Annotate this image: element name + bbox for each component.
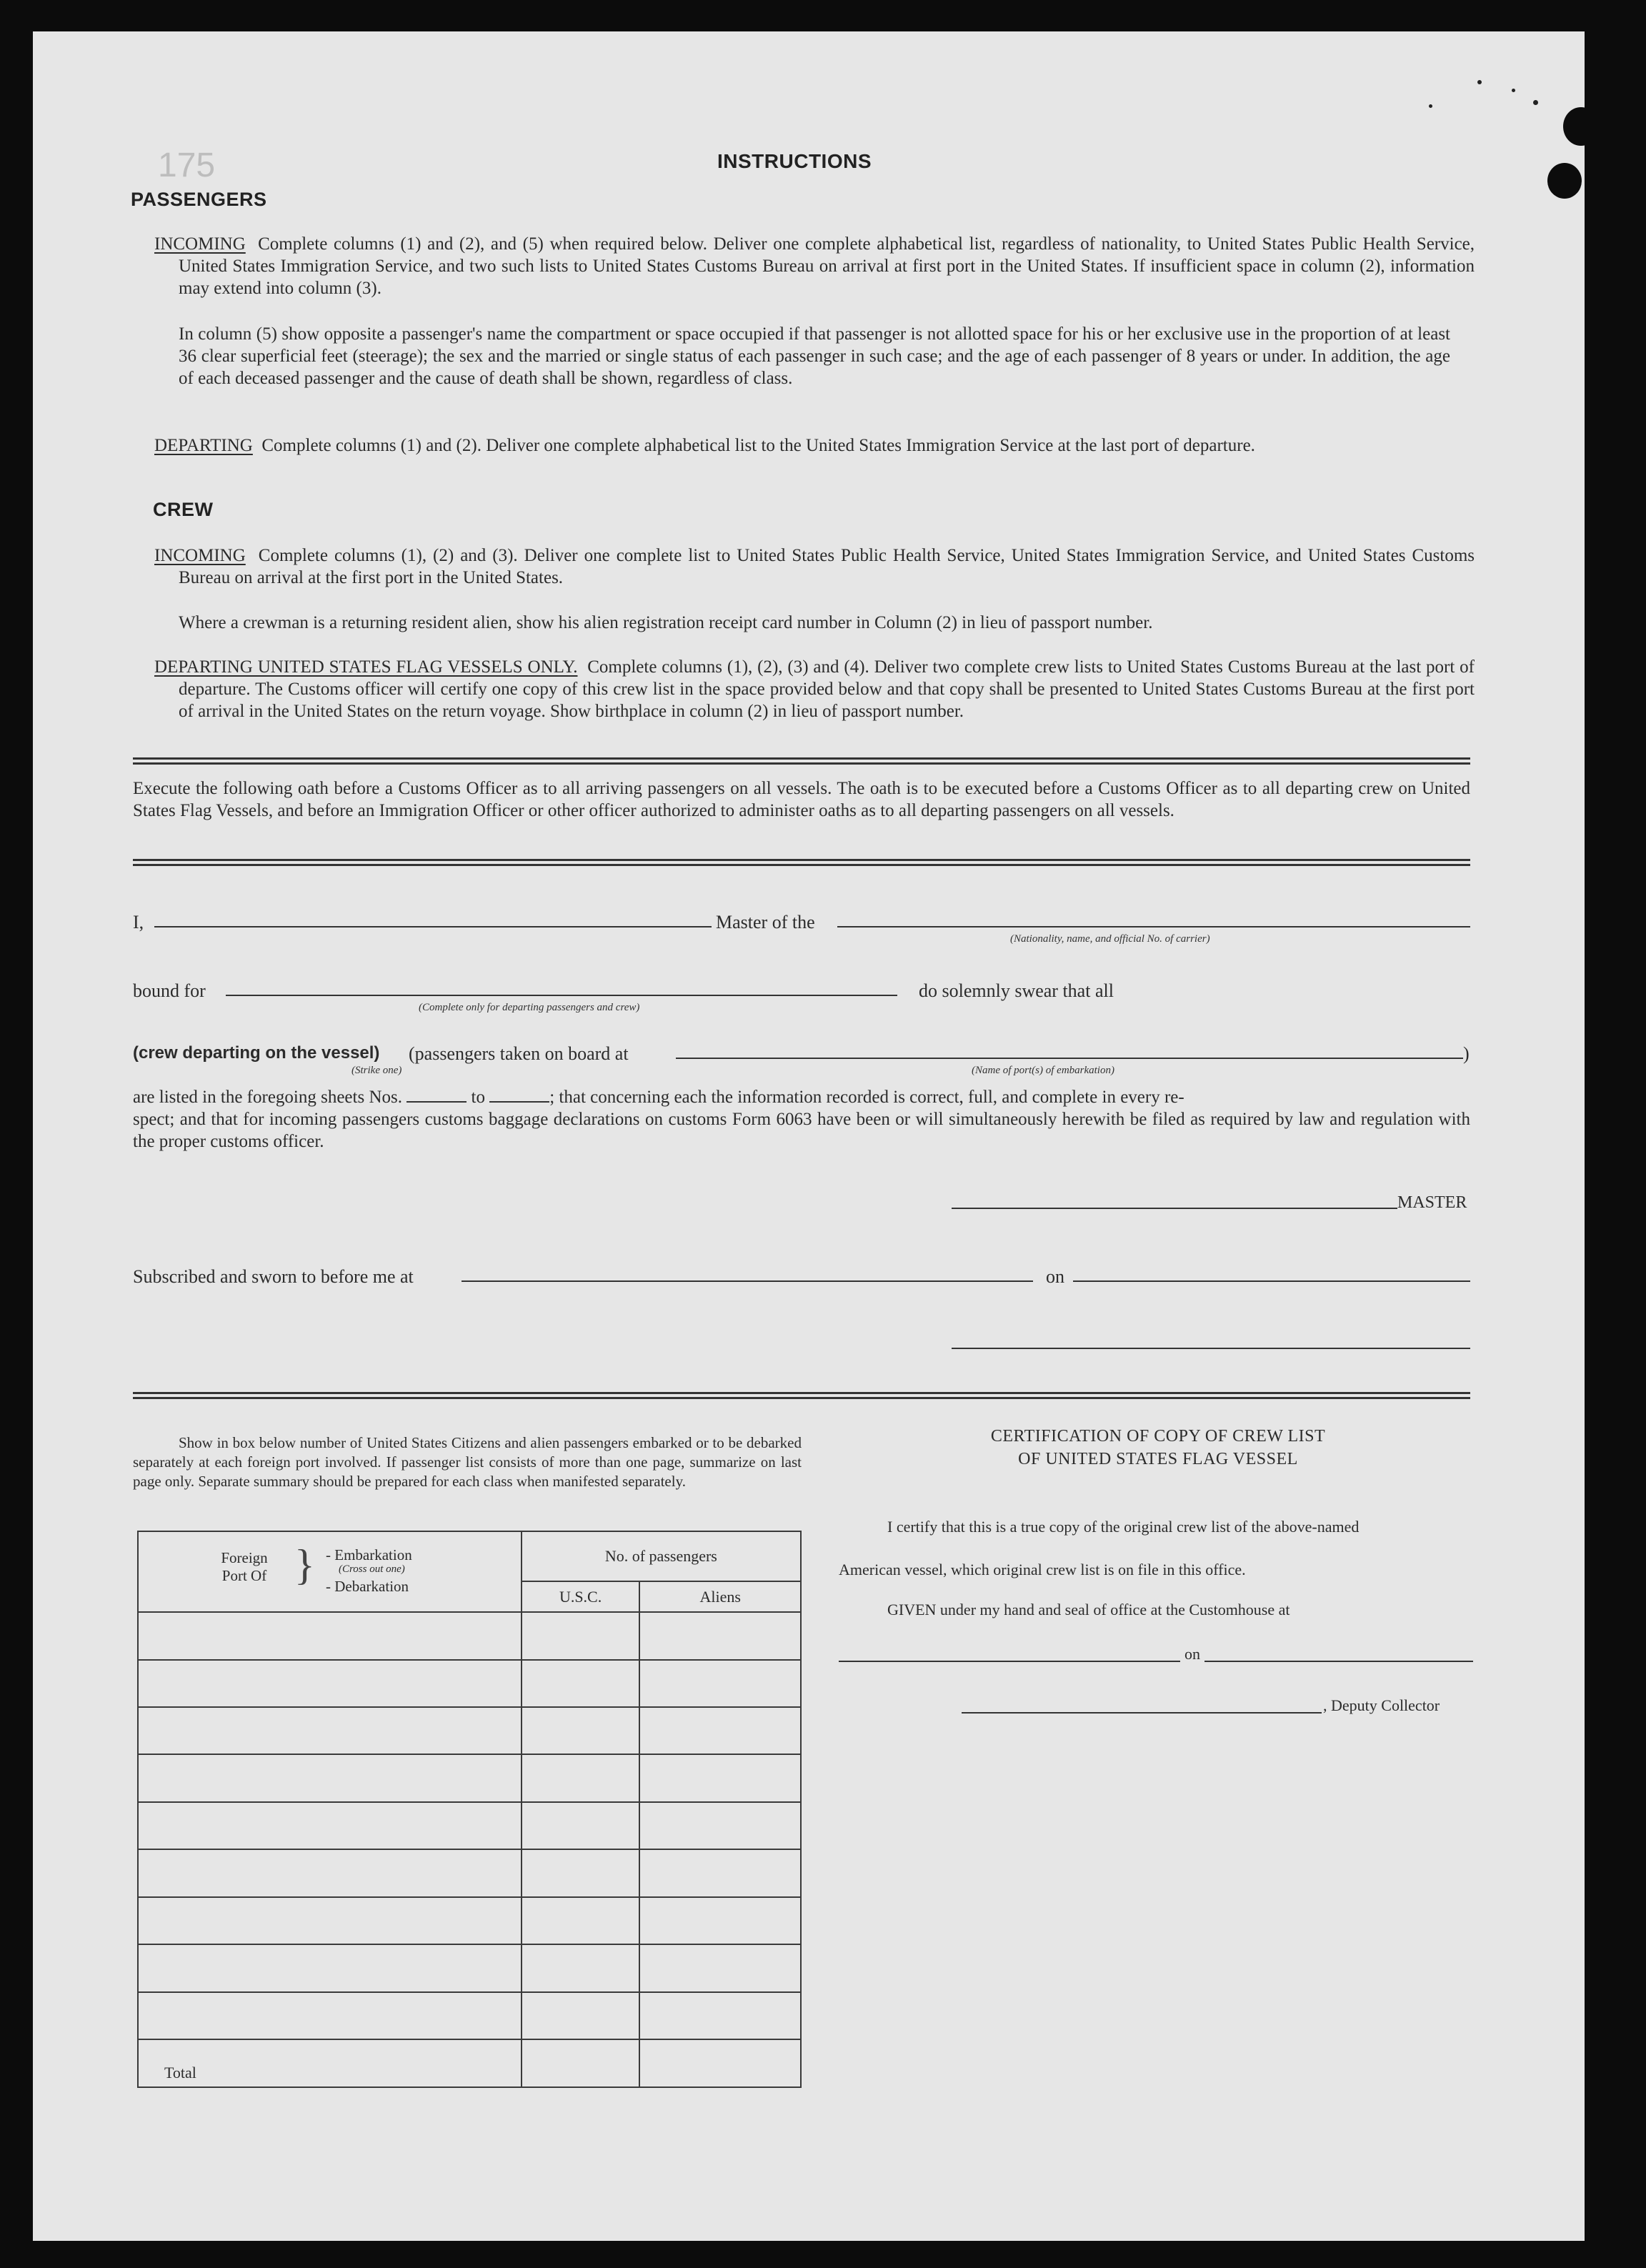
master-name-field[interactable] — [154, 926, 712, 927]
carrier-field[interactable] — [837, 926, 1470, 927]
table-row[interactable] — [138, 1849, 522, 1896]
usc-header: U.S.C. — [522, 1581, 640, 1612]
crew-departing-text: Complete columns (1), (2), (3) and (4). Deliver two complete crew lists to United States Customs Bureau at the last port of departure. The Customs officer will certify one copy of this crew list in the space provided below and that copy shall be presented to United States Customs Bureau at the first port of arrival in the United States on the return voyage. Show birthplace in column (2) in lieu of passport number. — [179, 657, 1475, 721]
no-of-passengers-header: No. of passengers — [522, 1531, 801, 1581]
speck — [1512, 89, 1515, 92]
table-row[interactable] — [138, 1992, 522, 2039]
crew-heading: CREW — [153, 499, 214, 520]
table-row[interactable] — [138, 1612, 522, 1659]
deputy-signature-field[interactable] — [962, 1712, 1322, 1714]
subscribed-label: Subscribed and sworn to before me at — [133, 1266, 414, 1287]
oath-statement-rest: spect; and that for incoming passengers customs baggage declarations on customs Form 6063 have been or will simultaneously herewith be filed as required by law and regulation with the proper customs officer. — [133, 1110, 1470, 1151]
sheet-to-field[interactable] — [489, 1101, 549, 1103]
table-row[interactable] — [138, 1944, 522, 1991]
swear-text: do solemnly swear that all — [919, 980, 1114, 1001]
foreign-port-header — [138, 1531, 522, 1612]
debarkation-label[interactable]: - Debarkation — [326, 1577, 409, 1595]
certification-title-line1: CERTIFICATION OF COPY OF CREW LIST — [990, 1427, 1326, 1446]
punch-hole — [1547, 163, 1582, 199]
table-row[interactable] — [138, 1707, 522, 1754]
bound-for-field[interactable] — [226, 995, 897, 996]
embarkation-label[interactable]: - Embarkation — [326, 1546, 412, 1563]
table-row[interactable] — [138, 1802, 522, 1849]
subscribed-place-field[interactable] — [462, 1280, 1033, 1282]
passengers-column5-paragraph — [179, 323, 1450, 389]
total-label: Total — [138, 2039, 522, 2087]
bound-for-caption: (Complete only for departing passengers and crew) — [419, 1002, 640, 1013]
total-usc-cell[interactable] — [522, 2039, 640, 2087]
crew-incoming-text: Complete columns (1), (2) and (3). Deliver one complete list to United States Public Health Service, United States Immigration Service, and United States Customs Bureau on arrival at the first port in the United States. — [179, 546, 1475, 587]
crew-resident-text: Where a crewman is a returning resident alien, show his alien registration receipt card number in Column (2) in lieu of passport number. — [179, 613, 1153, 632]
passengers-incoming-label: INCOMING — [154, 234, 246, 254]
passengers-heading: PASSENGERS — [131, 189, 267, 210]
stamped-number: 175 — [158, 146, 216, 184]
passengers-departing-paragraph — [154, 434, 1475, 457]
table-row[interactable] — [138, 1897, 522, 1944]
crew-incoming-paragraph — [154, 544, 1475, 589]
speck — [1429, 104, 1432, 108]
certify-text: I certify that this is a true copy of the original crew list of the above-named — [887, 1518, 1360, 1536]
officer-signature-field[interactable] — [952, 1348, 1470, 1349]
table-row[interactable] — [138, 1660, 522, 1707]
aliens-header: Aliens — [639, 1581, 801, 1612]
deputy-collector-label: , Deputy Collector — [1323, 1696, 1440, 1714]
crew-departing-paragraph — [154, 656, 1475, 722]
carrier-caption: (Nationality, name, and official No. of carrier) — [1010, 933, 1210, 945]
subscribed-date-field[interactable] — [1073, 1280, 1470, 1282]
brace: } — [294, 1541, 315, 1588]
master-signature-field[interactable] — [952, 1208, 1397, 1209]
cross-out-caption: (Cross out one) — [339, 1563, 405, 1575]
punch-hole — [1563, 107, 1599, 146]
on-label: on — [1046, 1266, 1064, 1287]
oath-intro — [133, 777, 1470, 822]
close-paren: ) — [1463, 1043, 1470, 1064]
given-text: GIVEN under my hand and seal of office at the Customhouse at — [887, 1601, 1290, 1618]
oath-intro-text: Execute the following oath before a Customs Officer as to all arriving passengers on all vessels. The oath is to be executed before a Customs Officer as to all departing crew on United States Flag Vessels, and before an Immigration Officer or other officer authorized to administer oaths as to all departing passengers on all vessels. — [133, 779, 1470, 820]
divider — [133, 1392, 1470, 1399]
divider — [133, 757, 1470, 765]
strike-one-caption: (Strike one) — [351, 1065, 402, 1076]
certification-title — [862, 1425, 1455, 1471]
certification-title-line2: OF UNITED STATES FLAG VESSEL — [1018, 1450, 1298, 1468]
passengers-incoming-text: Complete columns (1) and (2), and (5) when required below. Deliver one complete alphabetical list, regardless of nationality, to United States Public Health Service, United States Immigration Service, and two such lists to United States Customs Bureau on arrival at first port in the United States. If insufficient space in column (2), information may extend into column (3). — [179, 234, 1475, 298]
passengers-departing-text: Complete columns (1) and (2). Deliver one complete alphabetical list to the United States Immigration Service at the last port of departure. — [261, 436, 1255, 455]
ports-caption: (Name of port(s) of embarkation) — [972, 1065, 1114, 1076]
oath-statement: are listed in the foregoing sheets Nos. to ; that concerning each the information recorded is correct, full, and complete in every re- spect; and that for incoming passengers customs baggage declarations on customs Form 6063 have been or will simultaneously herewith be filed as required by law and regulation with the proper customs officer. — [133, 1088, 1470, 1151]
page-title: INSTRUCTIONS — [717, 150, 872, 172]
crew-departing-label: DEPARTING UNITED STATES FLAG VESSELS ONLY. — [154, 657, 578, 677]
cert-on-label: on — [1184, 1645, 1200, 1663]
passengers-taken-option[interactable]: (passengers taken on board at — [409, 1043, 629, 1064]
passengers-departing-label: DEPARTING — [154, 436, 253, 455]
embarkation-ports-field[interactable] — [676, 1058, 1463, 1059]
speck — [1477, 80, 1482, 84]
oath-i-label: I, — [133, 912, 144, 932]
foreign-port-of-label: Foreign Port Of — [221, 1548, 268, 1584]
divider — [133, 859, 1470, 866]
cert-date-field[interactable] — [1204, 1661, 1473, 1662]
passengers-incoming-paragraph — [154, 233, 1475, 299]
crew-incoming-label: INCOMING — [154, 546, 246, 565]
speck — [1533, 100, 1538, 105]
vessel-text: American vessel, which original crew list is on file in this office. — [839, 1561, 1246, 1578]
master-of-label: Master of the — [716, 912, 815, 932]
master-label: MASTER — [1397, 1193, 1467, 1212]
passengers-column5-text: In column (5) show opposite a passenger's name the compartment or space occupied if that passenger is not allotted space for his or her exclusive use in the proportion of at least 36 clear superficial feet (steerage); the sex and the married or single status of each passenger in such case; and the age of each passenger of 8 years or under. In addition, the age of each deceased passenger and the cause of death shall be shown, regardless of class. — [179, 324, 1450, 388]
crew-resident-paragraph — [179, 612, 1450, 634]
table-row[interactable] — [138, 1754, 522, 1801]
form-sheet — [33, 31, 1585, 2241]
summary-instructions: Show in box below number of United States Citizens and alien passengers embarked or to be debarked separately at each foreign port involved. If passenger list consists of more than one page, summarize on last page only. Separate summary should be prepared for each class when manifested separately. — [133, 1434, 802, 1490]
customhouse-field[interactable] — [839, 1661, 1180, 1662]
sheet-from-field[interactable] — [406, 1101, 467, 1103]
passenger-summary-table — [137, 1531, 802, 2088]
bound-for-label: bound for — [133, 980, 206, 1001]
total-aliens-cell[interactable] — [639, 2039, 801, 2087]
crew-departing-option[interactable]: (crew departing on the vessel) — [133, 1043, 380, 1063]
